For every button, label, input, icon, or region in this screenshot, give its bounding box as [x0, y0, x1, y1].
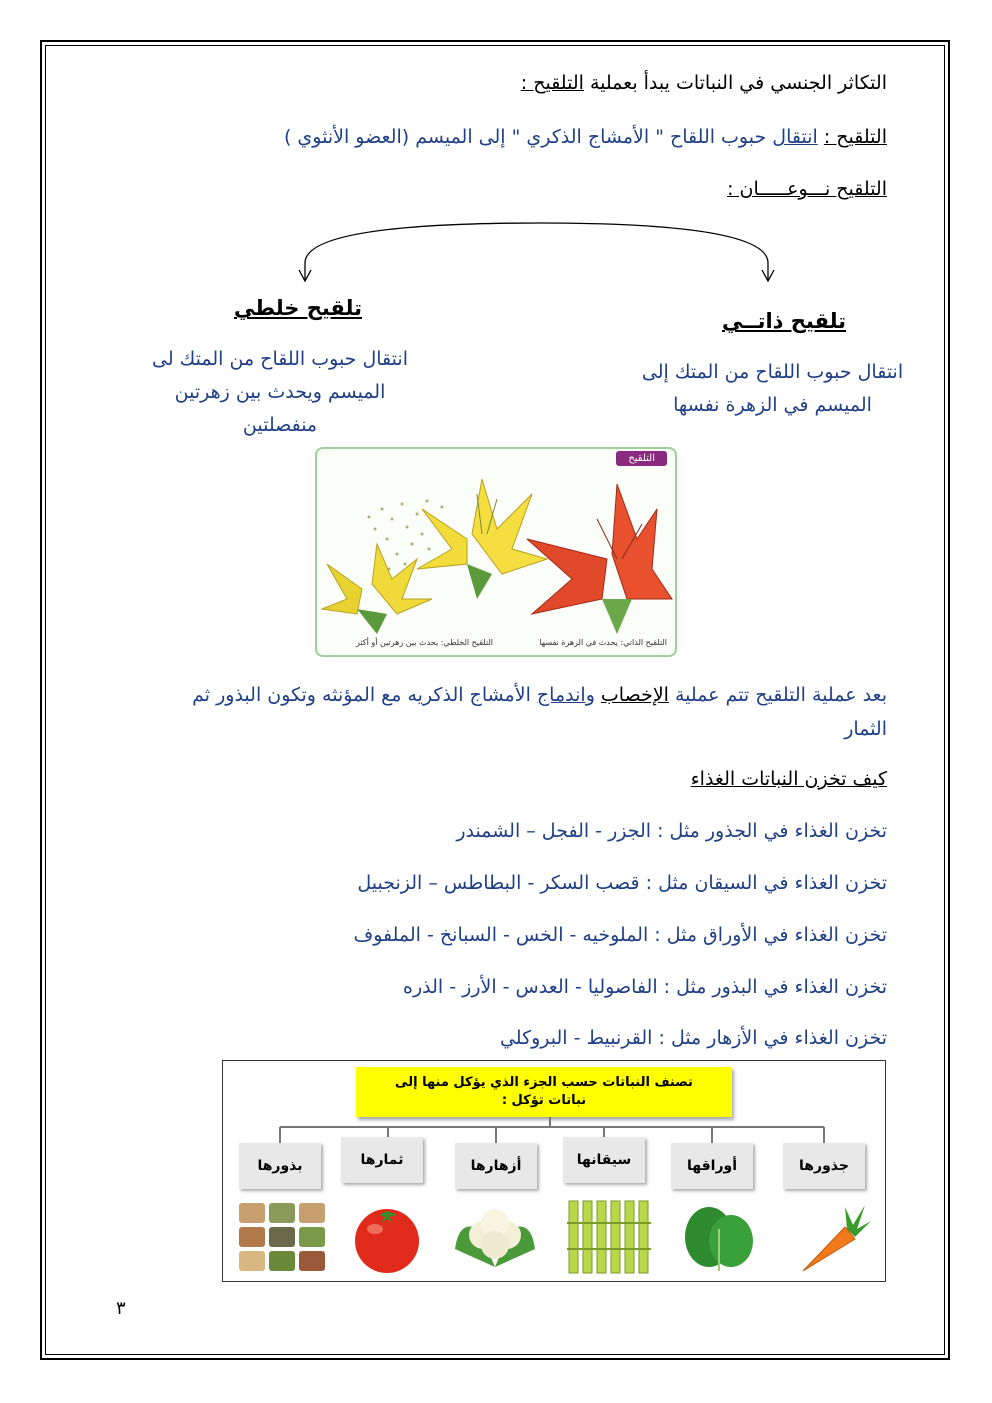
storage-item: تخزن الغذاء في السيقان مثل : قصب السكر - البطاطس – الزنجبيل — [357, 872, 887, 894]
classification-connectors — [223, 1061, 885, 1146]
seeds-icon — [237, 1199, 329, 1275]
storage-item: تخزن الغذاء في البذور مثل : الفاصوليا - العدس - الأرز - الذره — [403, 976, 887, 998]
tomato-icon — [341, 1199, 433, 1275]
figure-caption-left: التلقيح الخلطي: يحدث بين زهرتين أو أكثر — [355, 638, 493, 647]
fertilization-paragraph: بعد عملية التلقيح تتم عملية الإخصاب واندماج الأمشاج الذكريه مع المؤنثه وتكون البذور ثم الثمار — [192, 684, 887, 740]
page-number: ٣ — [116, 1298, 126, 1319]
fertilization-term: الإخصاب — [600, 684, 669, 706]
figure-caption-right: التلقيح الذاتي: يحدث في الزهرة نفسها — [539, 638, 667, 647]
carrot-icon — [783, 1199, 875, 1275]
category-fruits: ثمارها — [341, 1137, 423, 1183]
storage-item: تخزن الغذاء في الأوراق مثل : الملوخيه - الخس - السبانخ - الملفوف — [353, 924, 887, 946]
definition-text: حبوب اللقاح " الأمشاج الذكري " إلى الميسم (العضو الأنثوي ) — [283, 126, 767, 148]
storage-item: تخزن الغذاء في الأزهار مثل : القرنبيط - البروكلي — [499, 1027, 887, 1049]
cauliflower-icon — [449, 1199, 541, 1275]
bamboo-icon — [563, 1199, 655, 1275]
intro-underlined: التلقيح : — [520, 72, 584, 94]
storage-item: تخزن الغذاء في الجذور مثل : الجزر - الفجل – الشمندر — [456, 820, 887, 842]
self-pollination-title: تلقيح ذاتــي — [722, 309, 847, 333]
cross-pollination-description: انتقال حبوب اللقاح من المتك لى الميسم ويحدث بين زهرتين منفصلتين — [152, 348, 408, 436]
classification-title: تصنف النباتات حسب الجزء الذي يؤكل منها إلى نباتات تؤكل : — [356, 1067, 732, 1117]
spinach-icon — [671, 1199, 763, 1275]
classification-diagram — [222, 1060, 886, 1282]
storage-heading: كيف تخزن النباتات الغذاء — [690, 768, 887, 790]
category-stems: سيقانها — [563, 1137, 645, 1183]
types-heading: التلقيح نـــوعـــــان : — [727, 178, 887, 200]
red-flower — [527, 484, 672, 634]
yellow-flower-small — [322, 544, 432, 634]
self-pollination-description: انتقال حبوب اللقاح من المتك إلى الميسم في الزهرة نفسها — [641, 361, 904, 416]
intro-line — [521, 72, 887, 94]
pollination-illustration — [317, 449, 675, 655]
definition-term: التلقيح : — [823, 126, 887, 148]
category-seeds: بذورها — [239, 1143, 321, 1189]
figure-badge: التلقيح — [616, 451, 667, 466]
branch-arrows — [290, 218, 790, 288]
fusion-term: اندماج — [536, 684, 586, 706]
category-flowers: أزهارها — [455, 1143, 537, 1189]
intro-text: التكاثر الجنسي في النباتات يبدأ بعملية — [589, 72, 887, 94]
category-roots: جذورها — [783, 1143, 865, 1189]
definition-underlined: انتقال — [772, 126, 818, 148]
definition-line — [284, 126, 887, 148]
cross-pollination-title: تلقيح خلطي — [234, 296, 362, 320]
pollination-figure — [315, 447, 677, 657]
category-leaves: أوراقها — [671, 1143, 753, 1189]
